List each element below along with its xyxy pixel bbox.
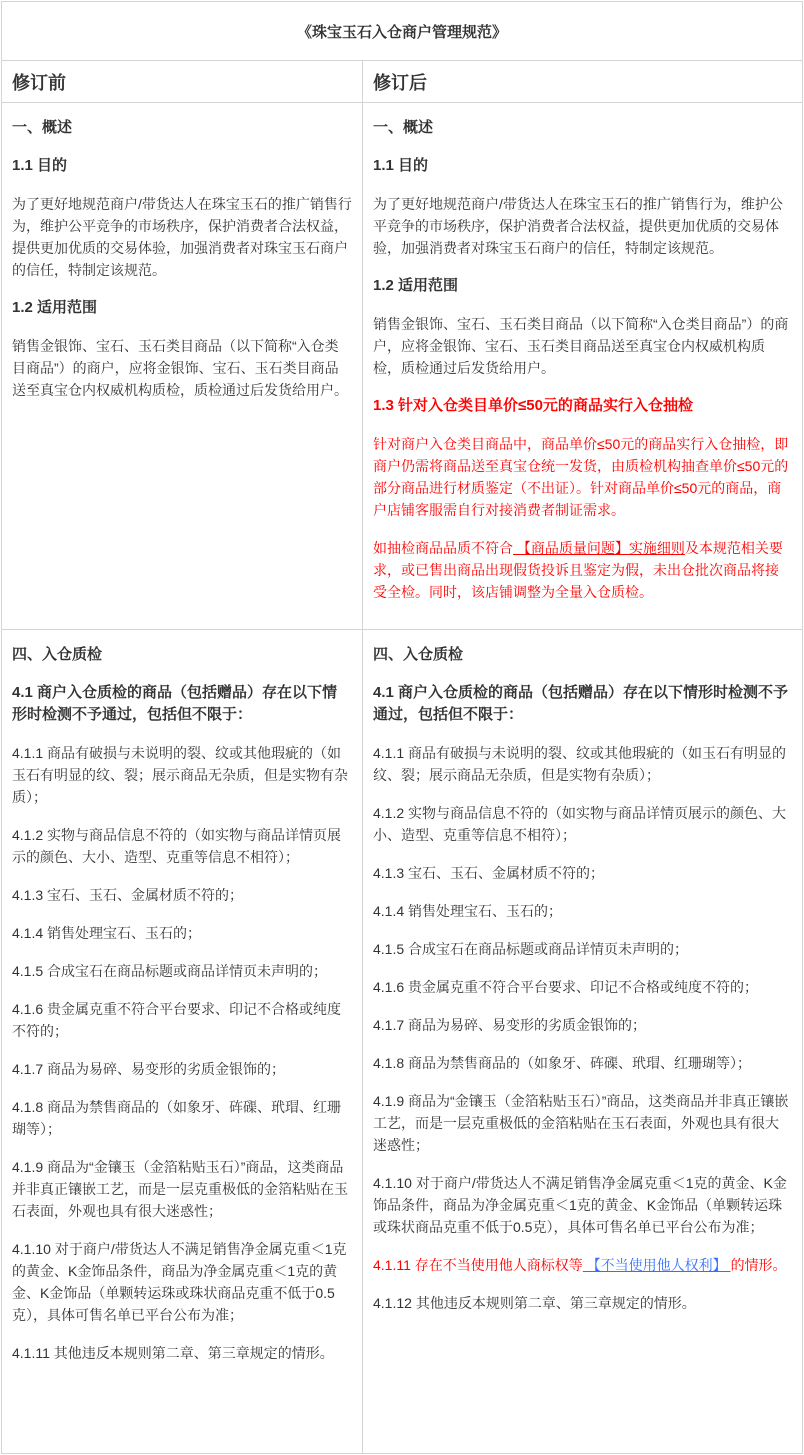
text-segment: 及本规范相关要求，或已售出商品出现假货投诉且鉴定为假，未出仓批次商品将接受全检。同时，该店铺调整为全量入仓质检。 <box>373 540 783 600</box>
paragraph: 4.1.7 商品为易碎、易变形的劣质金银饰的； <box>12 1061 286 1077</box>
section-heading: 4.1 商户入仓质检的商品（包括赠品）存在以下情形时检测不予通过，包括但不限于： <box>373 684 789 723</box>
paragraph: 4.1.4 销售处理宝石、玉石的； <box>373 903 563 919</box>
paragraph: 4.1.1 商品有破损与未说明的裂、纹或其他瑕疵的（如玉石有明显的纹、裂；展示商品无杂质，但是实物有杂质）； <box>12 745 348 805</box>
text-segment: 如抽检商品品质不符合 <box>373 540 513 556</box>
paragraph: 4.1.9 商品为“金镶玉（金箔粘贴玉石）”商品，这类商品并非真正镶嵌工艺，而是一层克重极低的金箔粘贴在玉石表面，外观也具有很大迷惑性； <box>12 1159 348 1219</box>
paragraph: 4.1.3 宝石、玉石、金属材质不符的； <box>373 865 605 881</box>
paragraph <box>373 1254 792 1276</box>
paragraph: 4.1.3 宝石、玉石、金属材质不符的； <box>12 887 244 903</box>
paragraph <box>373 537 792 603</box>
paragraph: 为了更好地规范商户/带货达人在珠宝玉石的推广销售行为，维护公平竞争的市场秩序，保护消费者合法权益，提供更加优质的交易体验，加强消费者对珠宝玉石商户的信任，特制定该规范。 <box>373 196 783 256</box>
section-heading: 1.3 针对入仓类目单价≤50元的商品实行入仓抽检 <box>373 397 693 414</box>
cell-inspection-before <box>2 630 363 1454</box>
paragraph: 针对商户入仓类目商品中，商品单价≤50元的商品实行入仓抽检，即商户仍需将商品送至真宝仓统一发货，由质检机构抽查单价≤50元的部分商品进行材质鉴定（不出证）。针对商品单价≤50元的商品，商户店铺客服需自行对接消费者制证需求。 <box>373 436 789 518</box>
paragraph: 销售金银饰、宝石、玉石类目商品（以下简称“入仓类目商品”）的商户，应将金银饰、宝石、玉石类目商品送至真宝仓内权威机构质检，质检通过后发货给用户。 <box>373 316 789 376</box>
paragraph: 4.1.5 合成宝石在商品标题或商品详情页未声明的； <box>373 941 689 957</box>
paragraph: 4.1.6 贵金属克重不符合平台要求、印记不合格或纯度不符的； <box>373 979 759 995</box>
paragraph: 4.1.4 销售处理宝石、玉石的； <box>12 925 202 941</box>
paragraph: 4.1.12 其他违反本规则第二章、第三章规定的情形。 <box>373 1295 696 1311</box>
paragraph: 4.1.8 商品为禁售商品的（如象牙、砗磲、玳瑁、红珊瑚等）； <box>12 1099 342 1137</box>
paragraph: 4.1.2 实物与商品信息不符的（如实物与商品详情页展示的颜色、大小、造型、克重等信息不相符）； <box>12 827 342 865</box>
paragraph: 4.1.2 实物与商品信息不符的（如实物与商品详情页展示的颜色、大小、造型、克重等信息不相符）； <box>373 805 787 843</box>
text-segment: 的情形。 <box>730 1257 787 1273</box>
document-page <box>0 1 804 1454</box>
link-product-quality-rules[interactable]: 【商品质量问题】实施细则 <box>513 540 685 556</box>
section-heading: 一、概述 <box>373 119 434 136</box>
paragraph: 4.1.10 对于商户/带货达人不满足销售净金属克重＜1克的黄金、K金饰品条件，商品为净金属克重＜1克的黄金、K金饰品（单颗转运珠或珠状商品克重不低于0.5克），具体可售名单已平台公布为准； <box>373 1175 787 1235</box>
paragraph: 4.1.1 商品有破损与未说明的裂、纹或其他瑕疵的（如玉石有明显的纹、裂；展示商品无杂质，但是实物有杂质）； <box>373 745 787 783</box>
section-heading: 一、概述 <box>12 119 73 136</box>
cell-overview-before <box>2 103 363 630</box>
column-header-after: 修订后 <box>363 61 803 103</box>
text-segment: 4.1.11 存在不当使用他人商标权等 <box>373 1257 583 1273</box>
document-title: 《珠宝玉石入仓商户管理规范》 <box>2 2 803 61</box>
paragraph: 为了更好地规范商户/带货达人在珠宝玉石的推广销售行为，维护公平竞争的市场秩序，保护消费者合法权益，提供更加优质的交易体验，加强消费者对珠宝玉石商户的信任，特制定该规范。 <box>12 196 352 278</box>
paragraph: 4.1.9 商品为“金镶玉（金箔粘贴玉石）”商品，这类商品并非真正镶嵌工艺，而是一层克重极低的金箔粘贴在玉石表面，外观也具有很大迷惑性； <box>373 1093 789 1153</box>
section-heading: 1.2 适用范围 <box>12 299 98 316</box>
section-heading: 四、入仓质检 <box>12 646 103 663</box>
paragraph: 4.1.11 其他违反本规则第二章、第三章规定的情形。 <box>12 1345 334 1361</box>
cell-inspection-after <box>363 630 803 1454</box>
paragraph: 4.1.6 贵金属克重不符合平台要求、印记不合格或纯度不符的； <box>12 1001 342 1039</box>
section-heading: 1.1 目的 <box>12 157 68 174</box>
section-heading: 四、入仓质检 <box>373 646 464 663</box>
column-header-before: 修订前 <box>2 61 363 103</box>
paragraph: 4.1.10 对于商户/带货达人不满足销售净金属克重＜1克的黄金、K金饰品条件，商品为净金属克重＜1克的黄金、K金饰品（单颗转运珠或珠状商品克重不低于0.5克），具体可售名单已平台公布为准； <box>12 1241 347 1323</box>
paragraph: 销售金银饰、宝石、玉石类目商品（以下简称“入仓类目商品”）的商户，应将金银饰、宝石、玉石类目商品送至真宝仓内权威机构质检，质检通过后发货给用户。 <box>12 338 348 398</box>
paragraph: 4.1.5 合成宝石在商品标题或商品详情页未声明的； <box>12 963 328 979</box>
section-heading: 4.1 商户入仓质检的商品（包括赠品）存在以下情形时检测不予通过，包括但不限于： <box>12 684 338 723</box>
cell-overview-after <box>363 103 803 630</box>
section-heading: 1.1 目的 <box>373 157 429 174</box>
paragraph: 4.1.8 商品为禁售商品的（如象牙、砗磲、玳瑁、红珊瑚等）； <box>373 1055 752 1071</box>
revision-comparison-table <box>1 1 803 1454</box>
link-improper-use-of-rights[interactable]: 【不当使用他人权利】 <box>582 1257 731 1273</box>
section-heading: 1.2 适用范围 <box>373 277 459 294</box>
paragraph: 4.1.7 商品为易碎、易变形的劣质金银饰的； <box>373 1017 647 1033</box>
